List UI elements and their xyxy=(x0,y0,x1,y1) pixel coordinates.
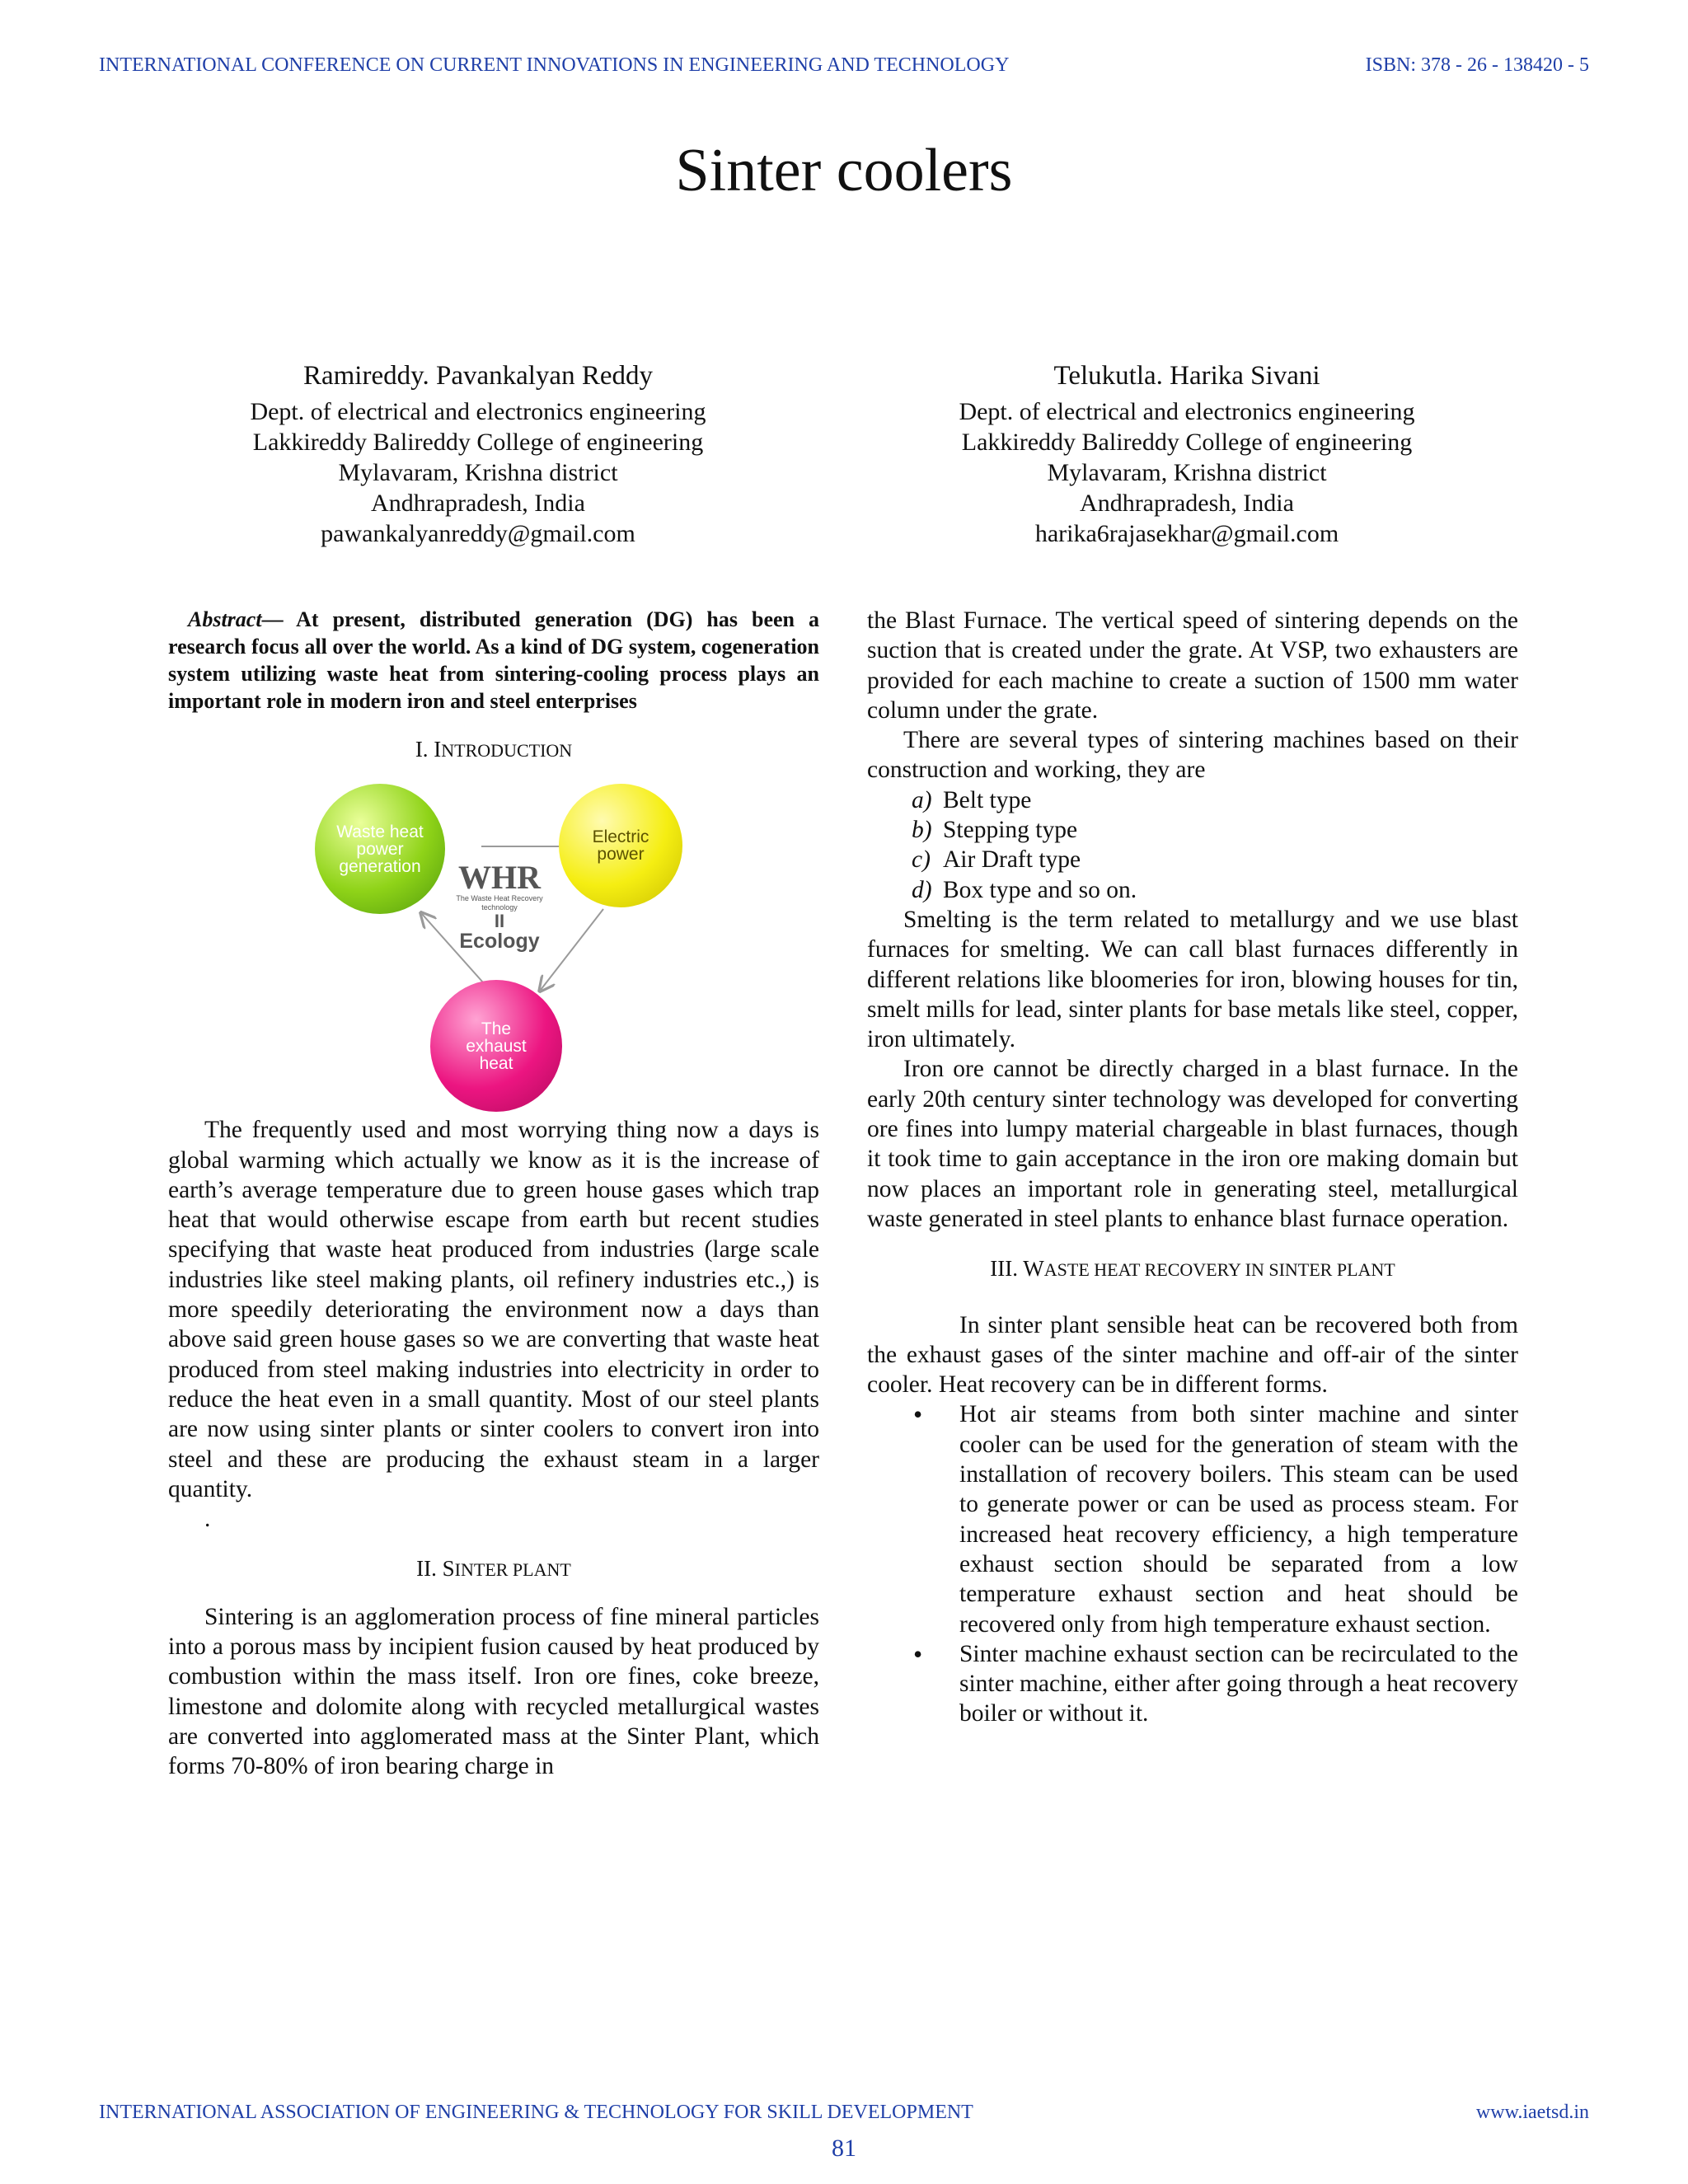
right-column xyxy=(867,606,1518,1729)
author-block-1 xyxy=(148,361,808,549)
blast-furnace-paragraph: the Blast Furnace. The vertical speed of sintering depends on the suction that is created under the grate. At VSP, two exhausters are provided for each machine to create a suction of 1500 mm water column under the grate. xyxy=(867,607,1518,724)
author-place: Mylavaram, Krishna district xyxy=(338,459,618,486)
author-college: Lakkireddy Balireddy College of engineering xyxy=(961,429,1413,456)
abstract-text: At present, distributed generation (DG) has been a research focus all over the world. As a kind of DG system, cogeneration system utilizing waste heat from sintering-cooling process plays an important role in modern iron and steel enterprises xyxy=(168,607,819,713)
list-item: b) Stepping type xyxy=(912,817,1078,844)
paper-title: Sinter coolers xyxy=(675,137,1013,204)
list-item: • Hot air steams from both sinter machine and sinter cooler can be used for the generation of steam with the installation of recovery boilers. This steam can be used to generate power or can be used as process steam. For increased heat recovery efficiency, a high temperature exhaust section should be separated from a low temperature exhaust section and heat should be recovered only from high temperature exhaust section. xyxy=(959,1399,1518,1638)
sinter-paragraph: Sintering is an agglomeration process of fine mineral particles into a porous mass by incipient fusion caused by heat produced by combustion within the mass itself. Iron ore fines, coke breeze, limestone and dolomite along with recycled metallurgical wastes are converted into agglomerated mass at the Sinter Plant, which forms 70-80% of iron bearing charge in xyxy=(168,1603,819,1780)
author-state: Andhrapradesh, India xyxy=(1080,490,1294,517)
whr-center-text xyxy=(450,861,549,952)
whr-subtitle: The Waste Heat Recovery technology xyxy=(456,894,543,912)
green-circle-label: Waste heat power generation xyxy=(336,822,424,876)
author-block-2 xyxy=(857,361,1517,549)
page-number: 81 xyxy=(832,2135,856,2162)
section-heading-introduction xyxy=(168,734,819,766)
section-number: II. S xyxy=(416,1556,455,1582)
author-email: pawankalyanreddy@gmail.com xyxy=(321,520,635,547)
section-heading-sinter-plant xyxy=(168,1554,819,1585)
section-title: NTRODUCTION xyxy=(441,740,573,761)
yellow-circle-label: Electric power xyxy=(592,827,649,865)
abstract-label: Abstract xyxy=(188,607,262,631)
section-title: ASTE HEAT RECOVERY IN SINTER PLANT xyxy=(1043,1259,1395,1281)
author-place: Mylavaram, Krishna district xyxy=(1047,459,1327,486)
section-number: III. W xyxy=(990,1256,1044,1282)
intro-paragraph: The frequently used and most worrying thing now a days is global warming which actually we know as it is the increase of earth’s average temperature due to green house gases which trap heat that would otherwise escape from earth but recent studies specifying that waste heat produced from industries (large scale industries like steel making plants, oil refinery industries etc.,) is more speedily deteriorating the environment now a days than above said green house gases so we are converting that waste heat produced from steel making industries into electricity in order to reduce the heat even in a small quantity. Most of our steel plants are now using sinter plants or sinter coolers to convert iron into steel and these are producing the exhaust steam in a larger quantity. xyxy=(168,1117,819,1502)
smelting-paragraph: Smelting is the term related to metallurgy and we use blast furnaces for smelting. We can call blast furnaces differently in different relations like bloomeries for iron, blowing houses for tin, smelt mills for lead, sinter plants for base metals like steel, copper, iron ultimately. xyxy=(867,906,1518,1053)
page-footer xyxy=(99,2102,1589,2124)
author-email: harika6rajasekhar@gmail.com xyxy=(1034,520,1339,547)
list-item: a) Belt type xyxy=(912,786,1032,813)
exhaust-heat-circle xyxy=(430,980,562,1112)
left-column xyxy=(168,606,819,1782)
author-state: Andhrapradesh, India xyxy=(371,490,585,517)
author-dept: Dept. of electrical and electronics engineering xyxy=(250,398,706,425)
list-item: • Sinter machine exhaust section can be recirculated to the sinter machine, either after going through a heat recovery boiler or without it. xyxy=(959,1639,1518,1729)
author-name: Telukutla. Harika Sivani xyxy=(1053,361,1320,391)
association-name: INTERNATIONAL ASSOCIATION OF ENGINEERING & TECHNOLOGY FOR SKILL DEVELOPMENT xyxy=(99,2102,973,2123)
equals-sign: II xyxy=(494,911,505,932)
abstract-dash: — xyxy=(261,607,284,631)
machine-types-intro: There are several types of sintering machines based on their construction and working, they are xyxy=(867,727,1518,784)
heat-recovery-bullets xyxy=(867,1399,1518,1728)
list-item: d) Box type and so on. xyxy=(912,876,1137,903)
section-title: INTER PLANT xyxy=(454,1559,571,1581)
whr-diagram xyxy=(336,777,649,1107)
machine-types-list xyxy=(867,785,1518,905)
list-item: c) Air Draft type xyxy=(912,846,1081,874)
author-dept: Dept. of electrical and electronics engineering xyxy=(959,398,1415,425)
electric-power-circle xyxy=(559,784,682,907)
pink-circle-label: The exhaust heat xyxy=(466,1019,527,1073)
iron-ore-paragraph: Iron ore cannot be directly charged in a blast furnace. In the early 20th century sinter technology was developed for converting ore fines into lumpy material chargeable in blast furnaces, though it took time to gain acceptance in the iron ore making domain but now places an important role in generating steel, metallurgical waste generated in steel plants to enhance blast furnace operation. xyxy=(867,1056,1518,1232)
waste-heat-power-generation-circle xyxy=(315,784,445,914)
arrow-electric-to-exhaust xyxy=(541,909,603,990)
conference-name: INTERNATIONAL CONFERENCE ON CURRENT INNOVATIONS IN ENGINEERING AND TECHNOLOGY xyxy=(99,54,1010,76)
ecology-label: Ecology xyxy=(459,930,540,954)
isbn: ISBN: 378 - 26 - 138420 - 5 xyxy=(1365,54,1589,76)
page-header xyxy=(99,54,1589,77)
author-college: Lakkireddy Balireddy College of engineering xyxy=(252,429,704,456)
section-number: I. I xyxy=(415,737,442,762)
website-link[interactable]: www.iaetsd.in xyxy=(1475,2102,1589,2123)
abstract xyxy=(168,606,819,715)
whr-label: WHR xyxy=(458,859,541,897)
author-name: Ramireddy. Pavankalyan Reddy xyxy=(302,361,653,391)
heat-recovery-paragraph: In sinter plant sensible heat can be recovered both from the exhaust gases of the sinter machine and off-air of the sinter cooler. Heat recovery can be in different forms. xyxy=(867,1311,1518,1399)
section-heading-waste-heat-recovery xyxy=(867,1254,1518,1285)
stray-dot: . xyxy=(204,1506,211,1533)
